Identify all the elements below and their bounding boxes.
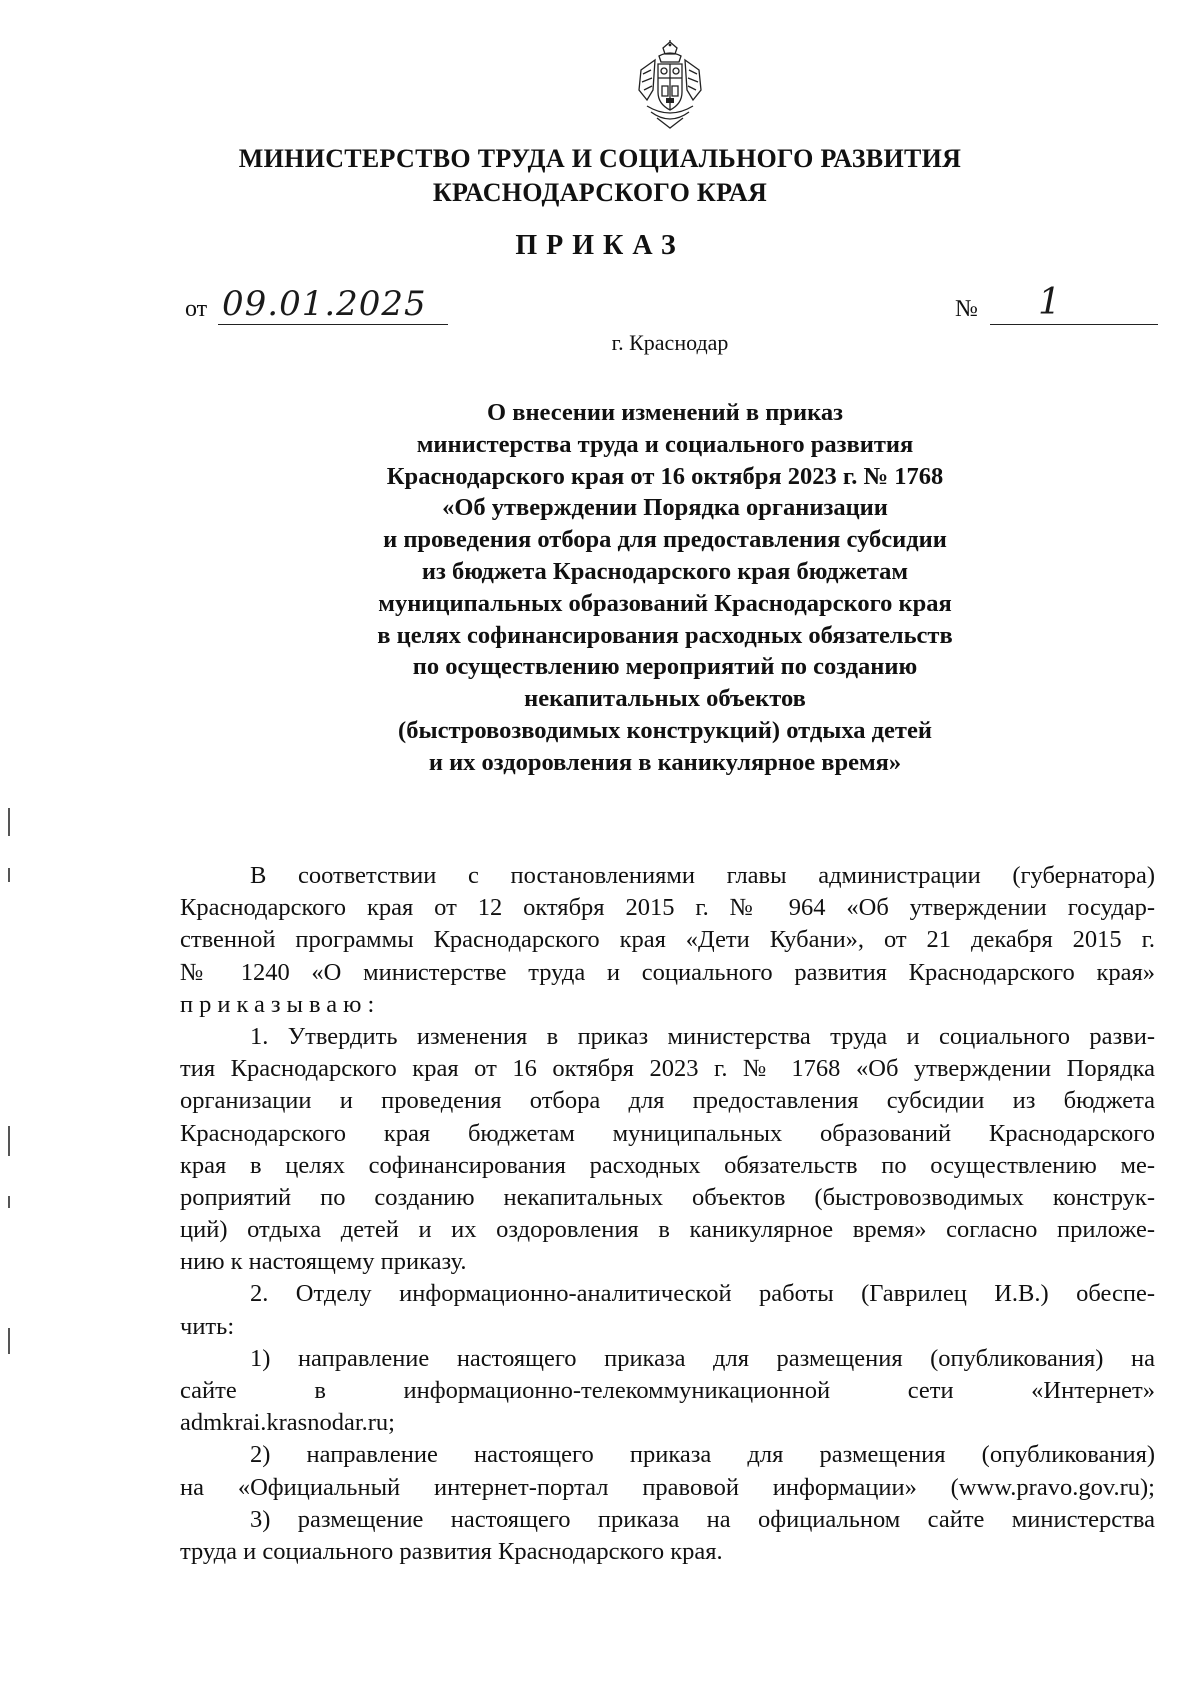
body-line: ственной программы Краснодарского края «Дети Кубани», от 21 декабря 2015 г. [180,926,1155,954]
body-line: ций) отдыха детей и их оздоровления в каникулярное время» согласно приложе- [180,1216,1155,1244]
body-line: 2) направление настоящего приказа для размещения (опубликования) [250,1441,1155,1469]
body-line: Краснодарского края бюджетам муниципальных образований Краснодарского [180,1119,1155,1147]
body-line: нию к настоящему приказу. [180,1248,467,1276]
title-line: и их оздоровления в каникулярное время» [428,748,902,776]
title-line: и проведения отбора для предоставления субсидии [383,526,947,554]
body-line: труда и социального развития Краснодарского края. [180,1537,723,1565]
document-title [220,397,1110,779]
title-line: (быстровозводимых конструкций) отдыха детей [398,716,932,744]
title-line: министерства труда и социального развития [416,430,914,458]
body-line: 2. Отделу информационно-аналитической работы (Гаврилец И.В.) обеспе- [250,1280,1155,1308]
title-line: из бюджета Краснодарского края бюджетам [421,557,909,585]
body-line: тия Краснодарского края от 16 октября 2023 г. № 1768 «Об утверждении Порядка [180,1055,1155,1083]
date-underline [218,324,448,325]
number-value-handwritten: 1 [1038,282,1061,323]
title-line: по осуществлению мероприятий по созданию [412,653,918,681]
title-line: некапитальных объектов [524,685,806,713]
body-line: В соответствии с постановлениями главы администрации (губернатора) [250,862,1155,889]
body-line: роприятий по созданию некапитальных объектов (быстровозводимых конструк- [180,1183,1155,1211]
title-line: «Об утверждении Порядка организации [442,494,888,522]
body-line: чить: [180,1312,235,1340]
body-line: admkrai.krasnodar.ru; [180,1409,395,1437]
body-line: сайте в информационно-телекоммуникационной сети «Интернет» [180,1377,1155,1404]
body-line: 1) направление настоящего приказа для размещения (опубликования) на [250,1344,1155,1372]
document-body [180,860,1155,1568]
body-line: 3) размещение настоящего приказа на официальном сайте министерства [250,1505,1155,1533]
body-line: Краснодарского края от 12 октября 2015 г. № 964 «Об утверждении государ- [180,894,1155,922]
number-underline [990,324,1158,325]
body-line: на «Официальный интернет-портал правовой информации» (www.pravo.gov.ru); [180,1473,1155,1501]
title-line: Краснодарского края от 16 октября 2023 г. № 1768 [386,462,944,490]
number-label: № [955,296,978,322]
date-label: от [185,296,208,322]
scan-margin-marks [8,0,18,1698]
body-line: организации и проведения отбора для предоставления субсидии из бюджета [180,1087,1155,1115]
body-line: 1. Утвердить изменения в приказ министерства труда и социального разви- [250,1022,1155,1050]
ministry-name-line1: МИНИСТЕРСТВО ТРУДА И СОЦИАЛЬНОГО РАЗВИТИЯ [238,144,962,173]
date-value-handwritten: 09.01.2025 [222,284,427,324]
body-line-order-word: приказываю: [180,990,381,1018]
city: г. Краснодар [611,330,729,355]
title-line: муниципальных образований Краснодарского края [378,589,952,617]
title-line: О внесении изменений в приказ [487,399,843,426]
body-line: № 1240 «О министерстве труда и социального развития Краснодарского края» [180,958,1155,986]
ministry-name-line2: КРАСНОДАРСКОГО КРАЯ [432,178,768,207]
krasnodar-coat-of-arms-icon [633,40,707,130]
document-type: ПРИКАЗ [515,230,685,261]
body-line: края в целях софинансирования расходных обязательств по осуществлению ме- [180,1151,1155,1179]
title-line: в целях софинансирования расходных обязательств [377,621,953,649]
